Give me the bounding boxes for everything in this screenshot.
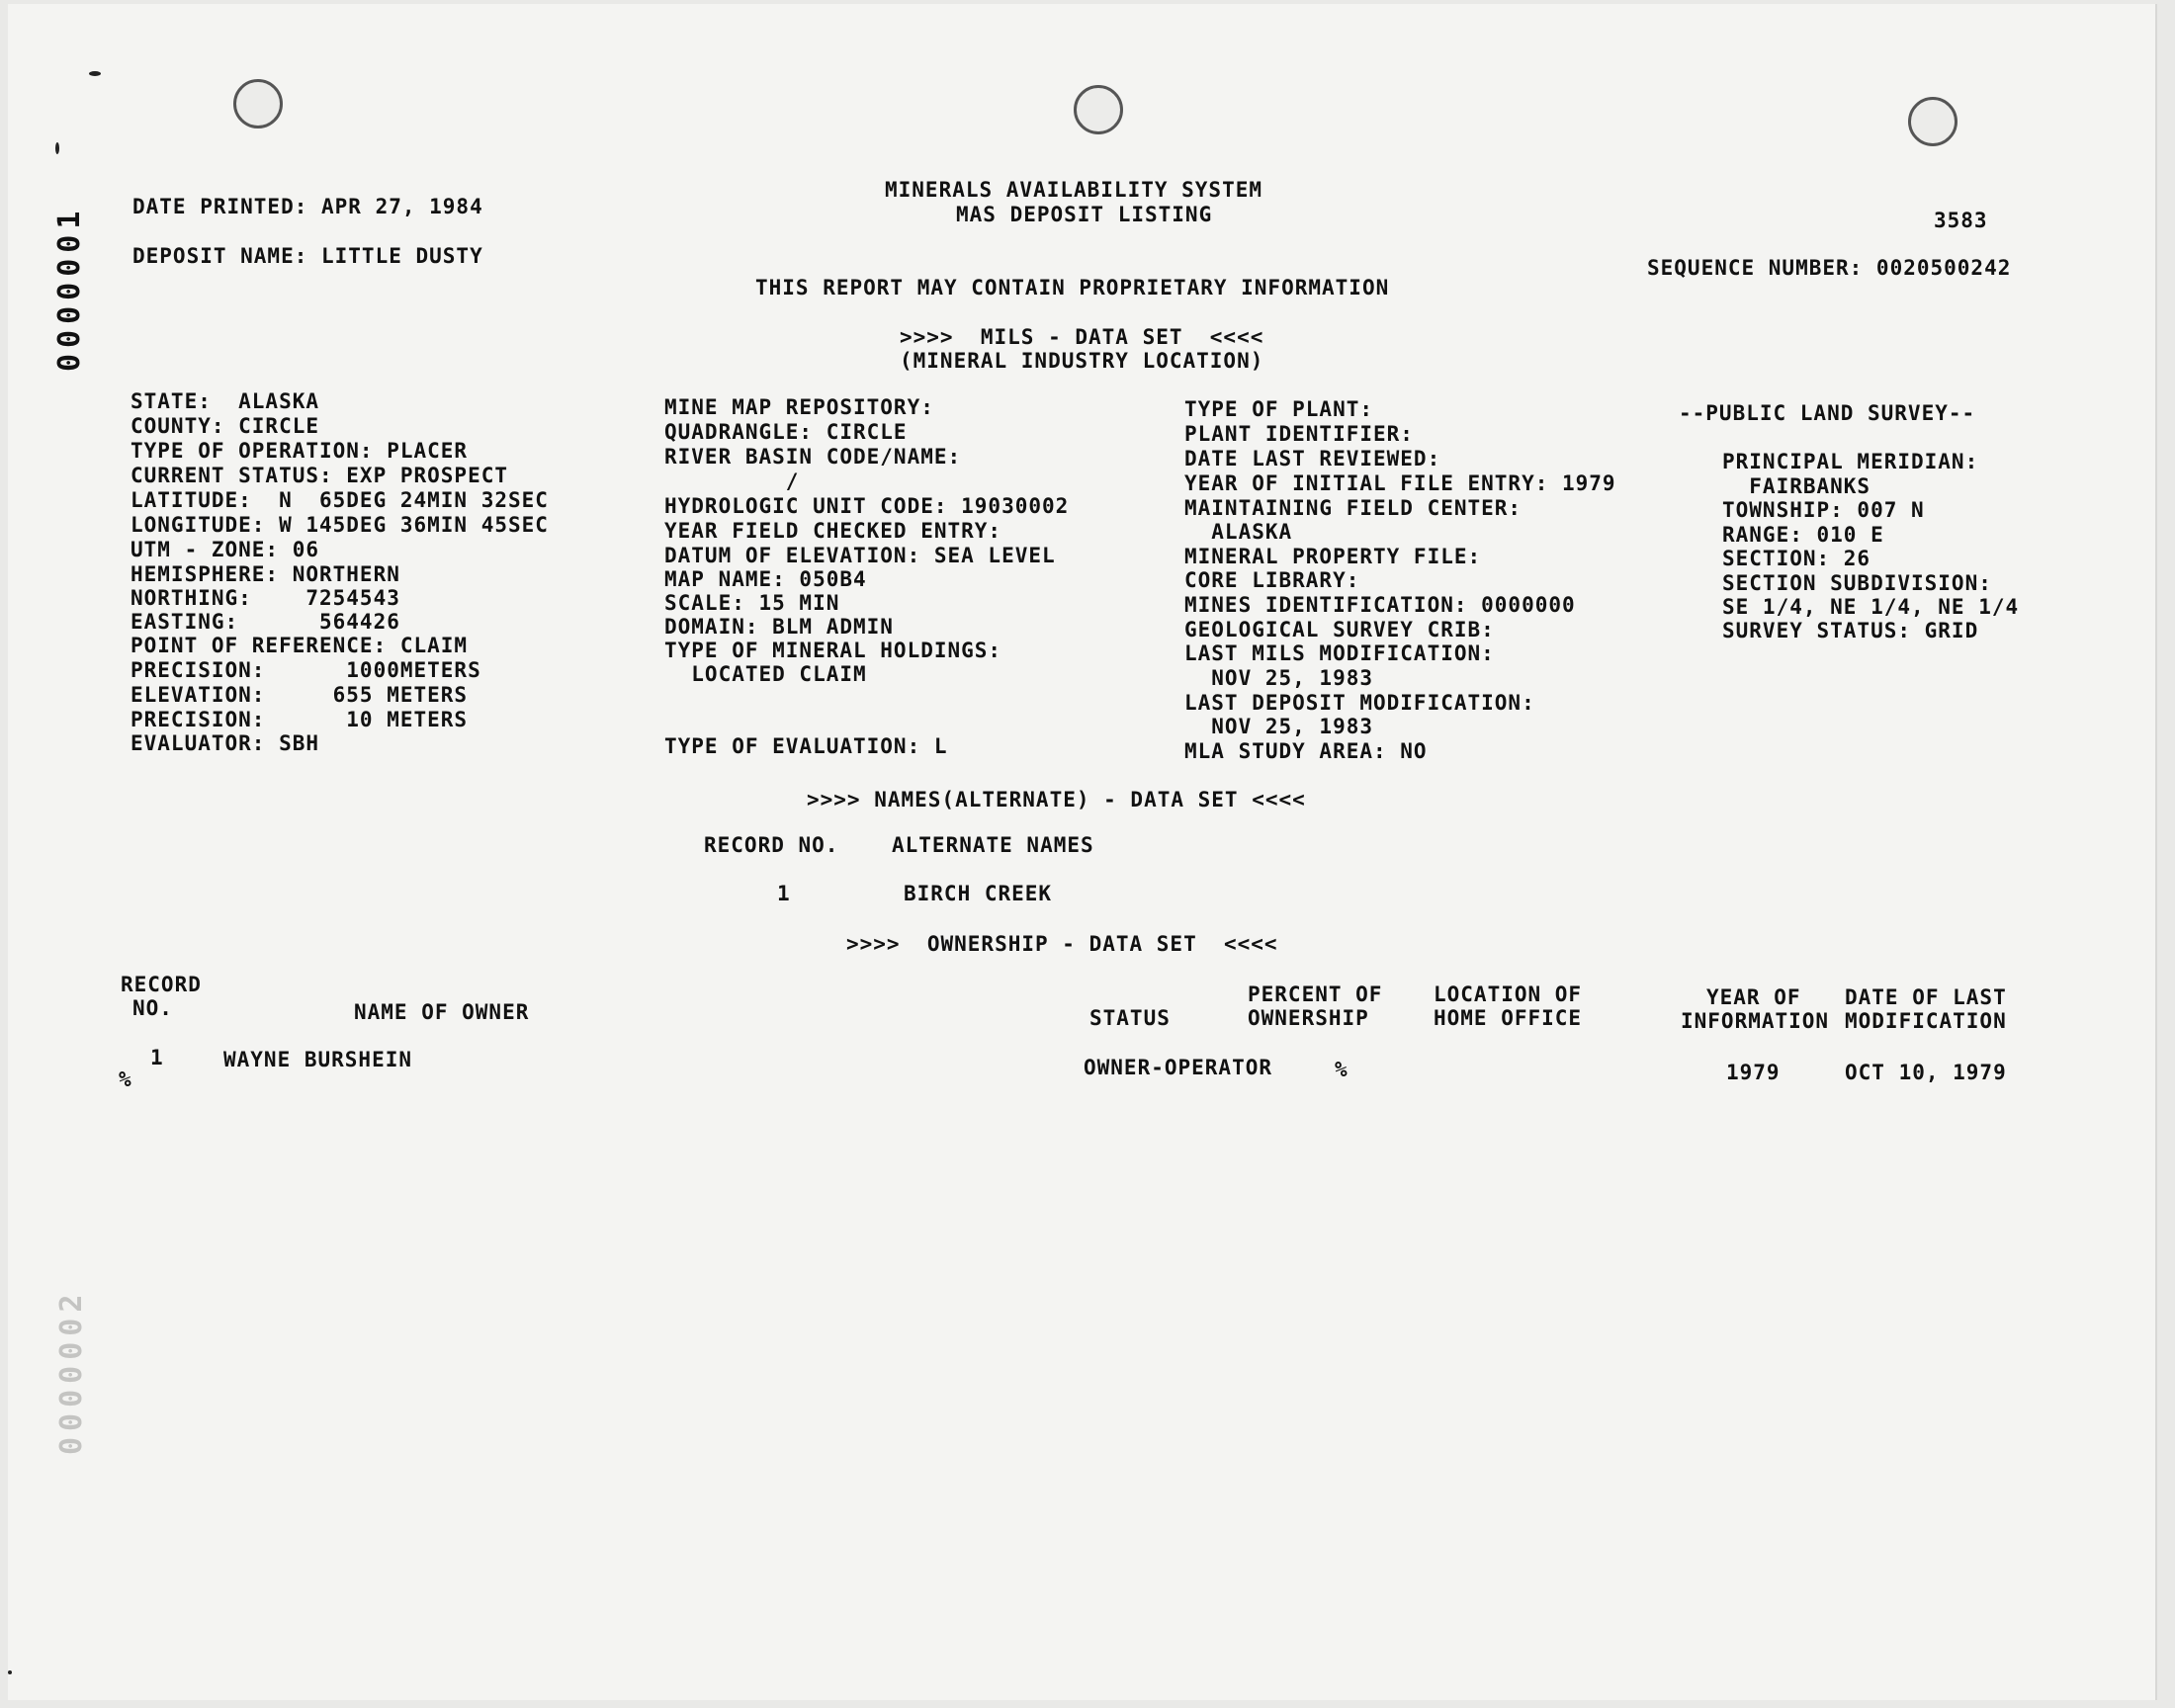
mils-field: QUADRANGLE: CIRCLE xyxy=(664,420,908,444)
mils-field: CURRENT STATUS: EXP PROSPECT xyxy=(130,464,509,487)
mils-field: EVALUATOR: SBH xyxy=(130,731,320,755)
mils-field: HEMISPHERE: NORTHERN xyxy=(130,562,400,586)
punch-hole-right xyxy=(1908,97,1958,146)
evaluation-type: TYPE OF EVALUATION: L xyxy=(664,734,948,758)
mils-field: PRECISION: 10 METERS xyxy=(130,708,469,731)
punch-hole-left xyxy=(233,79,283,128)
mils-field: SCALE: 15 MIN xyxy=(664,591,840,615)
names-col-record: RECORD NO. xyxy=(704,833,839,857)
mils-field: UTM - ZONE: 06 xyxy=(130,538,320,561)
ownership-row-status: OWNER-OPERATOR xyxy=(1084,1056,1273,1079)
names-col-alternate: ALTERNATE NAMES xyxy=(892,833,1094,857)
mils-field: PRECISION: 1000METERS xyxy=(130,658,481,682)
ownership-row-percent: % xyxy=(1335,1058,1348,1081)
survey-field: FAIRBANKS xyxy=(1722,474,1871,498)
names-heading: >>>> NAMES(ALTERNATE) - DATA SET <<<< xyxy=(807,788,1306,811)
ownership-col-percent: PERCENT OF xyxy=(1248,982,1383,1006)
listing-title: MAS DEPOSIT LISTING xyxy=(956,203,1213,226)
document-page xyxy=(8,4,2157,1700)
ownership-row-note: % xyxy=(119,1068,132,1091)
mils-field: POINT OF REFERENCE: CLAIM xyxy=(130,634,469,657)
survey-field: SECTION: 26 xyxy=(1722,547,1871,570)
mils-field: ELEVATION: 655 METERS xyxy=(130,683,469,707)
mils-field: MINERAL PROPERTY FILE: xyxy=(1184,545,1482,568)
mils-field: GEOLOGICAL SURVEY CRIB: xyxy=(1184,618,1495,641)
mils-field: TYPE OF PLANT: xyxy=(1184,397,1374,421)
names-row-name: BIRCH CREEK xyxy=(904,882,1053,905)
punch-hole-center xyxy=(1074,85,1123,134)
frame-number-top: 0000001 xyxy=(52,205,87,372)
mils-field: NOV 25, 1983 xyxy=(1184,715,1374,738)
mils-subheading: (MINERAL INDUSTRY LOCATION) xyxy=(900,349,1264,373)
mils-field: NORTHING: 7254543 xyxy=(130,586,400,610)
survey-field: RANGE: 010 E xyxy=(1722,523,1884,547)
mils-field: NOV 25, 1983 xyxy=(1184,666,1374,690)
ownership-col-record: NO. xyxy=(132,996,173,1020)
ownership-row-year: 1979 xyxy=(1726,1061,1781,1084)
mils-field: YEAR OF INITIAL FILE ENTRY: 1979 xyxy=(1184,471,1616,495)
mils-field: LAST MILS MODIFICATION: xyxy=(1184,641,1495,665)
mils-field: HYDROLOGIC UNIT CODE: 19030002 xyxy=(664,494,1070,518)
ownership-col-percent: OWNERSHIP xyxy=(1248,1006,1369,1030)
ownership-col-record: RECORD xyxy=(121,973,202,996)
mils-field: RIVER BASIN CODE/NAME: xyxy=(664,445,962,469)
mils-field: LAST DEPOSIT MODIFICATION: xyxy=(1184,691,1535,715)
ownership-col-owner: NAME OF OWNER xyxy=(354,1000,530,1024)
ownership-col-year: YEAR OF xyxy=(1706,985,1801,1009)
mils-field: MAP NAME: 050B4 xyxy=(664,567,867,591)
ink-mark xyxy=(8,1670,12,1674)
mils-heading: >>>> MILS - DATA SET <<<< xyxy=(900,325,1264,349)
mils-field: LONGITUDE: W 145DEG 36MIN 45SEC xyxy=(130,513,549,537)
ownership-col-year: INFORMATION xyxy=(1681,1009,1830,1033)
ownership-col-date: DATE OF LAST xyxy=(1845,985,2007,1009)
public-land-survey-heading: --PUBLIC LAND SURVEY-- xyxy=(1679,401,1976,425)
system-title: MINERALS AVAILABILITY SYSTEM xyxy=(885,178,1263,202)
ownership-col-location: LOCATION OF xyxy=(1434,982,1583,1006)
survey-field: SE 1/4, NE 1/4, NE 1/4 xyxy=(1722,595,2020,619)
mils-field: / xyxy=(664,470,800,493)
survey-field: SURVEY STATUS: GRID xyxy=(1722,619,1979,642)
mils-field: PLANT IDENTIFIER: xyxy=(1184,422,1414,446)
mils-field: YEAR FIELD CHECKED ENTRY: xyxy=(664,519,1002,543)
mils-field: LATITUDE: N 65DEG 24MIN 32SEC xyxy=(130,488,549,512)
ownership-col-location: HOME OFFICE xyxy=(1434,1006,1583,1030)
mils-field: LOCATED CLAIM xyxy=(664,662,867,686)
mils-field: TYPE OF MINERAL HOLDINGS: xyxy=(664,639,1002,662)
mils-field: DATUM OF ELEVATION: SEA LEVEL xyxy=(664,544,1056,567)
mils-field: DATE LAST REVIEWED: xyxy=(1184,447,1441,470)
mils-field: DOMAIN: BLM ADMIN xyxy=(664,615,894,639)
deposit-name: DEPOSIT NAME: LITTLE DUSTY xyxy=(132,244,483,268)
proprietary-notice: THIS REPORT MAY CONTAIN PROPRIETARY INFORMATION xyxy=(755,276,1390,299)
frame-number-bottom: 0000002 xyxy=(54,1288,89,1455)
ink-mark xyxy=(55,142,59,154)
ownership-col-status: STATUS xyxy=(1089,1006,1171,1030)
ownership-col-date: MODIFICATION xyxy=(1845,1009,2007,1033)
mils-field: TYPE OF OPERATION: PLACER xyxy=(130,439,469,463)
ownership-row-record: 1 xyxy=(150,1046,164,1069)
mils-field: MLA STUDY AREA: NO xyxy=(1184,739,1428,763)
mils-field: MAINTAINING FIELD CENTER: xyxy=(1184,496,1522,520)
survey-field: TOWNSHIP: 007 N xyxy=(1722,498,1925,522)
sequence-number: SEQUENCE NUMBER: 0020500242 xyxy=(1647,256,2012,280)
survey-field: PRINCIPAL MERIDIAN: xyxy=(1722,450,1979,473)
ownership-heading: >>>> OWNERSHIP - DATA SET <<<< xyxy=(846,932,1278,956)
ownership-row-owner: WAYNE BURSHEIN xyxy=(223,1048,413,1071)
survey-field: SECTION SUBDIVISION: xyxy=(1722,571,1992,595)
date-printed: DATE PRINTED: APR 27, 1984 xyxy=(132,195,483,218)
mils-field: CORE LIBRARY: xyxy=(1184,568,1360,592)
page-number: 3583 xyxy=(1934,209,1988,232)
ink-mark xyxy=(89,71,101,76)
mils-field: COUNTY: CIRCLE xyxy=(130,414,320,438)
ownership-row-date: OCT 10, 1979 xyxy=(1845,1061,2007,1084)
mils-field: MINES IDENTIFICATION: 0000000 xyxy=(1184,593,1576,617)
mils-field: MINE MAP REPOSITORY: xyxy=(664,395,934,419)
mils-field: ALASKA xyxy=(1184,520,1293,544)
mils-field: EASTING: 564426 xyxy=(130,610,400,634)
mils-field: STATE: ALASKA xyxy=(130,389,320,413)
names-row-record: 1 xyxy=(777,882,791,905)
